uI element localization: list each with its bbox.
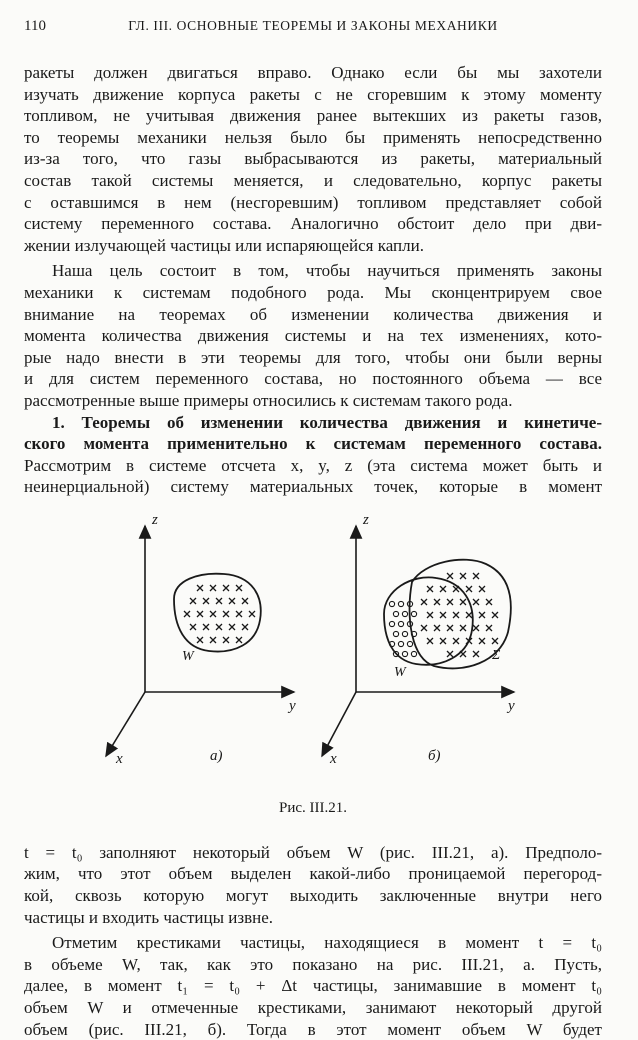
particle-cross xyxy=(197,585,203,591)
particle-cross xyxy=(184,611,190,617)
right-sigma-label: Σ xyxy=(492,647,501,663)
text-line: жим, что этот объем выделен какой-либо проницаемой перегород- xyxy=(24,864,602,884)
text-line: с оставшимся в нем (несгоревшим) топливом представляет собой xyxy=(24,192,602,212)
particle-cross xyxy=(473,573,479,579)
text-line: механики к системам подобного рода. Мы сконцентрируем свое xyxy=(24,282,602,302)
right-axes xyxy=(322,526,514,756)
particle-cross xyxy=(216,624,222,630)
right-z-label: z xyxy=(363,511,369,528)
text-line: t = t₀ заполняют некоторый объем W (рис. III.21, а). Предполо- xyxy=(24,842,602,862)
particle-cross xyxy=(236,611,242,617)
text-line: и для систем переменного состава, но постоянного объема — все xyxy=(24,369,602,389)
particle-cross xyxy=(447,573,453,579)
x-axis xyxy=(106,692,145,756)
particle-cross xyxy=(453,638,459,644)
text-line: систему переменного состава. Аналогично обстоит дело при дви- xyxy=(24,214,602,234)
particle-circle xyxy=(389,601,394,606)
crosses-left xyxy=(184,585,255,643)
text-line: состав такой системы меняется, и следовательно, корпус ракеты xyxy=(24,170,602,190)
figure-drawing xyxy=(24,504,602,804)
particle-cross xyxy=(453,586,459,592)
particle-cross xyxy=(223,637,229,643)
left-y-label: y xyxy=(289,697,296,714)
particle-circle xyxy=(393,631,398,636)
text-line: момента количества движения системы и на тех изменениях, кото- xyxy=(24,326,602,346)
text-line: объем W и отмеченные крестиками, занимают некоторый другой xyxy=(24,998,602,1018)
particle-circle xyxy=(411,611,416,616)
particle-circle xyxy=(398,641,403,646)
text-line: далее, в момент t₁ = t₀ + Δt частицы, занимавшие в момент t₀ xyxy=(24,976,602,996)
particle-cross xyxy=(203,598,209,604)
particle-cross xyxy=(242,624,248,630)
particle-cross xyxy=(447,599,453,605)
text-line: рассмотренные выше примеры относились к системам такого рода. xyxy=(24,390,513,410)
particle-cross xyxy=(453,612,459,618)
particle-cross xyxy=(190,624,196,630)
particle-cross xyxy=(440,638,446,644)
text-line: неинерциальной) систему материальных точек, которые в момент xyxy=(24,477,602,497)
particle-circle xyxy=(398,621,403,626)
particle-cross xyxy=(486,599,492,605)
particle-circle xyxy=(402,631,407,636)
region-w-left xyxy=(174,574,261,652)
particle-cross xyxy=(447,651,453,657)
text-line: рые надо внести в эти теоремы для того, чтобы они были верны xyxy=(24,347,602,367)
right-x-label: x xyxy=(330,750,337,767)
particle-cross xyxy=(229,598,235,604)
particle-cross xyxy=(492,612,498,618)
text-line: жении излучающей частицы или испаряющейся капли. xyxy=(24,235,424,255)
figure-caption: Рис. III.21. xyxy=(278,799,347,816)
particle-cross xyxy=(492,638,498,644)
particle-cross xyxy=(440,612,446,618)
particle-cross xyxy=(440,586,446,592)
text-line: Рассмотрим в системе отсчета x, y, z (эта система может быть и xyxy=(24,455,602,475)
particle-cross xyxy=(242,598,248,604)
particle-cross xyxy=(427,586,433,592)
particle-circle xyxy=(402,611,407,616)
particle-cross xyxy=(210,637,216,643)
particle-cross xyxy=(434,625,440,631)
text-line: внимание на теоремах об изменении количества движения и xyxy=(24,304,602,324)
particle-cross xyxy=(203,624,209,630)
particle-cross xyxy=(249,611,255,617)
particle-cross xyxy=(460,599,466,605)
particle-cross xyxy=(197,637,203,643)
particle-circle xyxy=(393,611,398,616)
text-line: Отметим крестиками частицы, находящиеся в момент t = t₀ xyxy=(52,933,602,953)
particle-cross xyxy=(421,625,427,631)
particle-cross xyxy=(479,612,485,618)
particle-cross xyxy=(427,638,433,644)
particle-cross xyxy=(236,585,242,591)
text-line: объем (рис. III.21, б). Тогда в этот момент объем W будет xyxy=(24,1019,602,1039)
particle-cross xyxy=(210,585,216,591)
right-y-label: y xyxy=(508,697,515,714)
text-line: из-за того, что газы выбрасываются из ракеты, материальный xyxy=(24,149,602,169)
particle-cross xyxy=(197,611,203,617)
left-z-label: z xyxy=(152,511,158,528)
running-head xyxy=(24,18,602,42)
particle-cross xyxy=(473,651,479,657)
particle-circle xyxy=(411,651,416,656)
section-heading: 1. Теоремы об изменении количества движения и кинетиче- xyxy=(52,412,602,432)
particle-cross xyxy=(434,599,440,605)
text-line: то теоремы механики нельзя было бы применять непосредственно xyxy=(24,127,602,147)
left-x-label: x xyxy=(116,750,123,767)
particle-cross xyxy=(447,625,453,631)
text-line: изучать движение корпуса ракеты с не сгоревшим к этому моменту xyxy=(24,84,602,104)
particle-cross xyxy=(421,599,427,605)
particle-cross xyxy=(223,611,229,617)
particle-cross xyxy=(229,624,235,630)
text-line: Наша цель состоит в том, чтобы научиться применять законы xyxy=(52,261,602,281)
text-line: в объеме W, так, как это показано на рис. III.21, а. Пусть, xyxy=(24,954,602,974)
text-line: топливом, не учитывая движения ранее вытекших из ракеты газов, xyxy=(24,106,602,126)
body-text-top xyxy=(24,62,602,498)
particle-cross xyxy=(460,651,466,657)
circles-right xyxy=(389,601,416,656)
particle-cross xyxy=(473,625,479,631)
text-line: частицы и входить частицы извне. xyxy=(24,907,274,927)
particle-cross xyxy=(473,599,479,605)
page-number: 110 xyxy=(24,18,46,34)
particle-circle xyxy=(398,601,403,606)
particle-cross xyxy=(216,598,222,604)
left-w-label: W xyxy=(182,648,194,664)
particle-cross xyxy=(486,625,492,631)
particle-cross xyxy=(210,611,216,617)
text-line: кой, сквозь которую могут выходить заключенные внутри него xyxy=(24,886,602,906)
left-axes xyxy=(106,526,294,756)
x-axis xyxy=(322,692,356,756)
particle-cross xyxy=(460,573,466,579)
left-sub-label: а) xyxy=(210,747,223,764)
particle-cross xyxy=(466,612,472,618)
running-title: ГЛ. III. ОСНОВНЫЕ ТЕОРЕМЫ И ЗАКОНЫ МЕХАНИКИ xyxy=(128,18,498,33)
particle-circle xyxy=(407,641,412,646)
particle-cross xyxy=(427,612,433,618)
particle-cross xyxy=(190,598,196,604)
right-sub-label: б) xyxy=(428,747,441,764)
crosses-right xyxy=(421,573,498,657)
particle-cross xyxy=(479,638,485,644)
particle-cross xyxy=(236,637,242,643)
right-w-label: W xyxy=(394,664,406,680)
text-line: ракеты должен двигаться вправо. Однако если бы мы захотели xyxy=(24,63,602,82)
figure-III-21 xyxy=(24,504,602,840)
body-text-bottom xyxy=(24,842,602,1040)
particle-cross xyxy=(466,586,472,592)
particle-circle xyxy=(402,651,407,656)
particle-circle xyxy=(389,621,394,626)
particle-cross xyxy=(223,585,229,591)
book-page xyxy=(24,18,602,1040)
particle-cross xyxy=(479,586,485,592)
section-heading: ского момента применительно к системам переменного состава. xyxy=(24,434,602,454)
particle-cross xyxy=(460,625,466,631)
